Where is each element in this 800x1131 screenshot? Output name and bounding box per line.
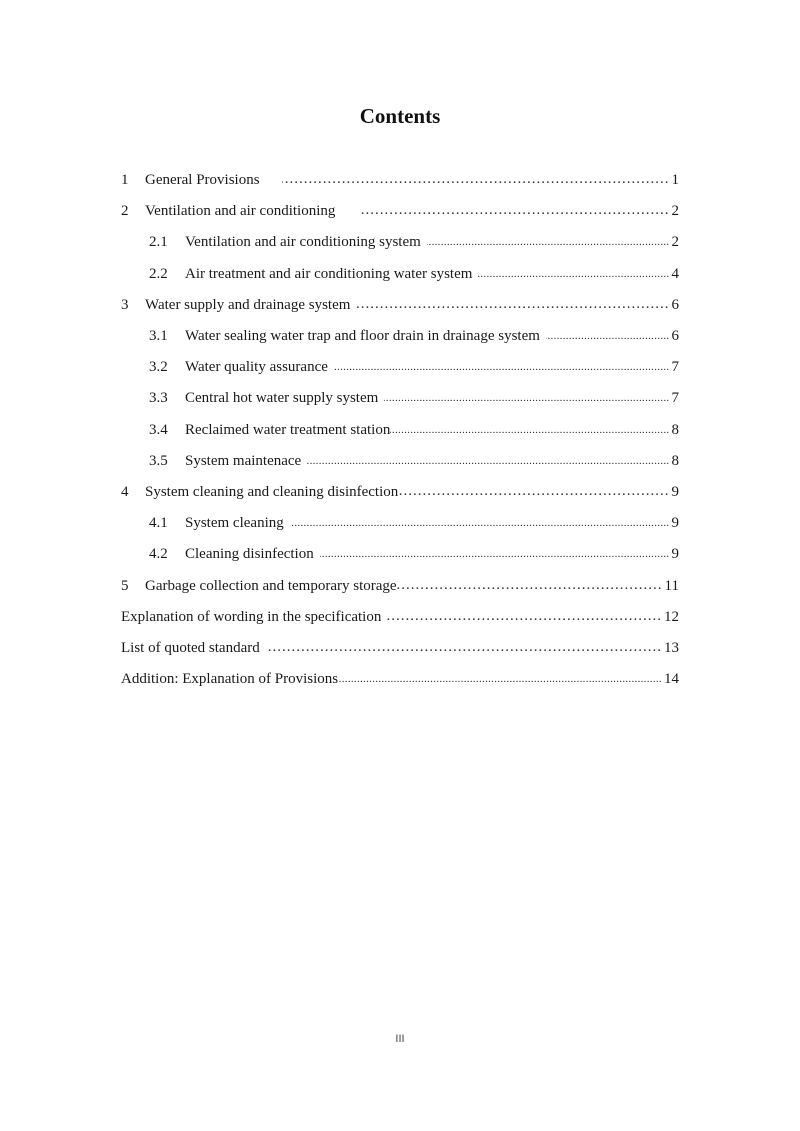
toc-entry-page: 7 [671, 390, 679, 407]
toc-entry-label: List of quoted standard [121, 639, 260, 656]
toc-entry[interactable] [121, 165, 679, 196]
toc-entry[interactable] [121, 415, 679, 446]
toc-entry-number: 3.3 [149, 390, 168, 407]
table-of-contents [121, 165, 679, 695]
toc-entry-label: System cleaning [185, 515, 284, 532]
toc-entry-page: 7 [671, 359, 679, 376]
toc-entry[interactable] [121, 321, 679, 352]
toc-entry[interactable] [121, 196, 679, 227]
dot-leader [334, 360, 670, 375]
dot-leader [398, 485, 669, 500]
dot-leader [546, 329, 670, 344]
toc-entry-page: 6 [671, 328, 679, 345]
toc-entry[interactable] [121, 539, 679, 570]
page-title: Contents [359, 104, 441, 128]
dot-leader [338, 672, 662, 687]
toc-entry-number: 3.1 [149, 328, 168, 345]
page-number: III [395, 1033, 405, 1045]
toc-entry[interactable] [121, 633, 679, 664]
dot-leader [307, 454, 669, 469]
toc-entry-page: 2 [671, 203, 679, 220]
dot-leader [387, 610, 662, 625]
toc-entry-number: 2 [121, 203, 129, 220]
dot-leader [359, 204, 669, 219]
toc-entry-label: System cleaning and cleaning disinfection [145, 483, 399, 500]
toc-entry-number: 3.5 [149, 452, 168, 469]
toc-entry-page: 8 [671, 421, 679, 438]
toc-entry[interactable] [121, 664, 679, 695]
toc-entry-number: 1 [121, 172, 129, 189]
toc-entry-page: 9 [671, 515, 679, 532]
toc-entry-number: 3.2 [149, 359, 168, 376]
toc-entry-label: Ventilation and air conditioning system [185, 234, 421, 251]
toc-entry[interactable] [121, 477, 679, 508]
toc-entry-number: 4.2 [149, 546, 168, 563]
toc-entry-number: 4 [121, 483, 129, 500]
toc-entry-label: Air treatment and air conditioning water system [185, 265, 473, 282]
toc-entry-number: 4.1 [149, 515, 168, 532]
toc-entry-page: 9 [671, 483, 679, 500]
toc-entry-number: 2.2 [149, 265, 168, 282]
dot-leader [320, 547, 670, 562]
toc-entry-page: 9 [671, 546, 679, 563]
toc-entry-page: 12 [664, 608, 679, 625]
dot-leader [478, 267, 669, 282]
toc-entry-page: 1 [671, 172, 679, 189]
dot-leader [384, 391, 669, 406]
toc-entry-number: 5 [121, 577, 129, 594]
toc-entry-page: 13 [664, 639, 679, 656]
toc-entry[interactable] [121, 508, 679, 539]
dot-leader [356, 298, 669, 313]
toc-entry[interactable] [121, 259, 679, 290]
toc-entry[interactable] [121, 227, 679, 258]
toc-entry[interactable] [121, 602, 679, 633]
toc-entry-label: Water sealing water trap and floor drain in drainage system [185, 328, 540, 345]
dot-leader [427, 235, 670, 250]
toc-entry-number: 3.4 [149, 421, 168, 438]
toc-entry-page: 6 [671, 296, 679, 313]
toc-entry[interactable] [121, 383, 679, 414]
toc-entry[interactable] [121, 352, 679, 383]
dot-leader [397, 579, 663, 594]
toc-entry-page: 11 [664, 577, 679, 594]
toc-entry-label: Garbage collection and temporary storage [145, 577, 397, 594]
dot-leader [266, 641, 662, 656]
toc-entry-page: 8 [671, 452, 679, 469]
toc-entry-label: General Provisions [145, 172, 260, 189]
toc-entry[interactable] [121, 290, 679, 321]
toc-entry-number: 3 [121, 296, 129, 313]
dot-leader [390, 423, 669, 438]
toc-entry-number: 2.1 [149, 234, 168, 251]
toc-entry-label: Water quality assurance [185, 359, 328, 376]
toc-entry-label: Explanation of wording in the specification [121, 608, 382, 625]
toc-entry-label: Cleaning disinfection [185, 546, 314, 563]
toc-entry-page: 14 [664, 671, 679, 688]
toc-entry-page: 4 [671, 265, 679, 282]
dot-leader [290, 516, 670, 531]
toc-entry-label: Ventilation and air conditioning [145, 203, 336, 220]
toc-entry-label: Central hot water supply system [185, 390, 379, 407]
toc-entry[interactable] [121, 570, 679, 601]
toc-entry-page: 2 [671, 234, 679, 251]
toc-entry-label: Addition: Explanation of Provisions [121, 671, 339, 688]
toc-entry[interactable] [121, 446, 679, 477]
toc-entry-label: System maintenace [185, 452, 302, 469]
dot-leader [282, 173, 670, 188]
toc-entry-label: Reclaimed water treatment station [185, 421, 391, 438]
toc-entry-label: Water supply and drainage system [145, 296, 351, 313]
